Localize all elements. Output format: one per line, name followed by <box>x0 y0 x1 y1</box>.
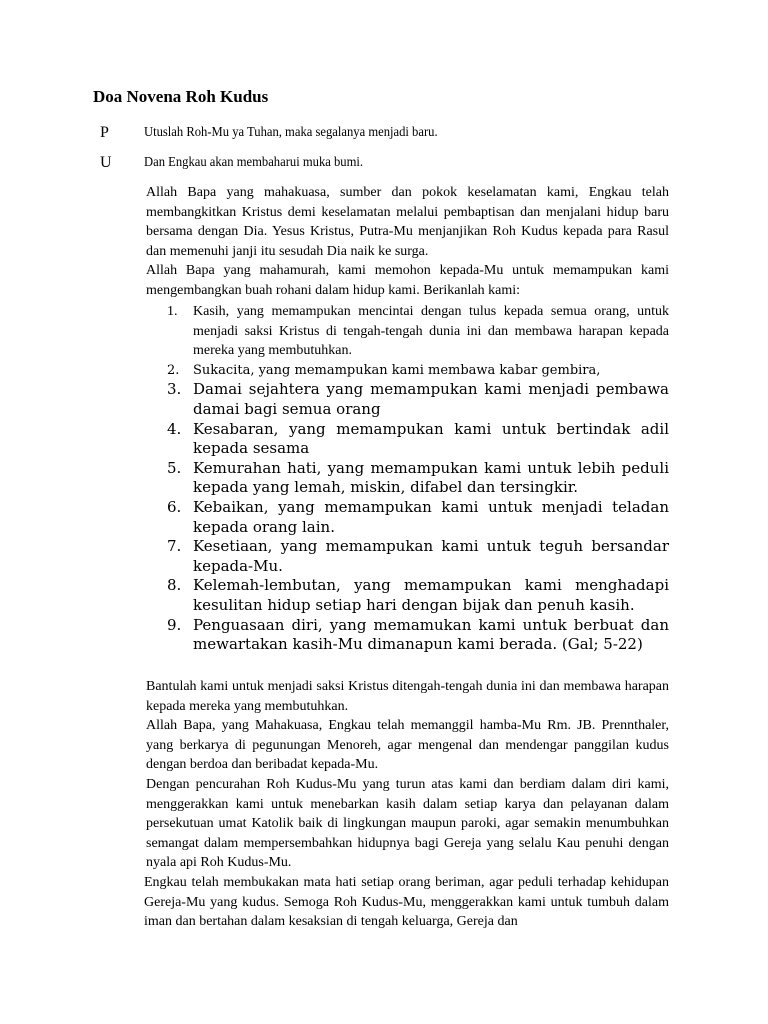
response-tag: U <box>100 154 112 171</box>
closing-paragraph: Engkau telah membukakan mata hati setiap orang beriman, agar peduli terhadap kehidupan Gereja-Mu yang kudus. Semoga Roh Kudus-Mu, menggerakkan kami untuk tumbuh dalam iman dan bertahan dalam kesaksian di tengah keluarga, Gereja dan <box>144 874 669 930</box>
closing-paragraphs <box>146 677 669 932</box>
list-item: 4. Kesabaran, yang memampukan kami untuk bertindak adil kepada sesama <box>167 419 669 458</box>
intro-paragraph: Allah Bapa yang mahakuasa, sumber dan pokok keselamatan kami, Engkau telah membangkitkan Kristus demi keselamatan melalui pembaptisan dan menjalani hidup baru bersama dengan Dia. Yesus Kristus, Putra-Mu menjanjikan Roh Kudus kepada para Rasul dan memenuhi janji itu sesudah Dia naik ke surga. <box>146 185 669 259</box>
closing-paragraph: Dengan pencurahan Roh Kudus-Mu yang turun atas kami dan berdiam dalam diri kami, menggerakkan kami untuk menebarkan kasih dalam setiap karya dan pelayanan dalam persekutuan umat Katolik baik di lingkungan maupun paroki, agar semakin menumbuhkan semangat dalam mempersembahkan hidupnya bagi Gereja yang selalu Kau penuhi dengan nyala api Roh Kudus-Mu. <box>146 776 669 871</box>
intro-paragraph: Allah Bapa yang mahamurah, kami memohon kepada-Mu untuk memampukan kami mengembangkan buah rohani dalam hidup kami. Berikanlah kami: <box>146 263 669 298</box>
closing-paragraph: Bantulah kami untuk menjadi saksi Kristus ditengah-tengah dunia ini dan membawa harapan kepada mereka yang membutuhkan. <box>146 679 669 714</box>
closing-paragraph: Allah Bapa, yang Mahakuasa, Engkau telah memanggil hamba-Mu Rm. JB. Prennthaler, yang berkarya di pegunungan Menoreh, agar mengenal dan mendengar panggilan kudus dengan berdoa dan beribadat kepada-Mu. <box>146 718 669 773</box>
list-item: 1. Kasih, yang memampukan mencintai dengan tulus kepada semua orang, untuk menjadi saksi Kristus di tengah-tengah dunia ini dan membawa harapan kepada mereka yang membutuhkan. <box>167 304 669 359</box>
list-item: 2. Sukacita, yang memampukan kami membawa kabar gembira, <box>167 362 601 378</box>
list-item: 3. Damai sejahtera yang memampukan kami menjadi pembawa damai bagi semua orang <box>167 380 669 418</box>
page-title: Doa Novena Roh Kudus <box>93 87 269 106</box>
list-item: 9. Penguasaan diri, yang memamukan kami untuk berbuat dan mewartakan kasih-Mu dimanapun kami berada. (Gal; 5-22) <box>167 615 669 654</box>
intro-paragraphs <box>146 183 669 301</box>
response-text: Utuslah Roh-Mu ya Tuhan, maka segalanya menjadi baru. <box>144 125 438 140</box>
list-item: 6. Kebaikan, yang memampukan kami untuk menjadi teladan kepada orang lain. <box>167 497 669 536</box>
response-tag: P <box>100 124 109 141</box>
list-item: 8. Kelemah-lembutan, yang memampukan kami menghadapi kesulitan hidup setiap hari dengan bijak dan penuh kasih. <box>167 576 669 614</box>
list-item: 7. Kesetiaan, yang memampukan kami untuk teguh bersandar kepada-Mu. <box>167 537 669 575</box>
response-text: Dan Engkau akan membaharui muka bumi. <box>144 155 364 170</box>
fruits-list <box>146 302 669 655</box>
list-item: 5. Kemurahan hati, yang memampukan kami untuk lebih peduli kepada yang lemah, miskin, difabel dan tersingkir. <box>167 458 669 497</box>
